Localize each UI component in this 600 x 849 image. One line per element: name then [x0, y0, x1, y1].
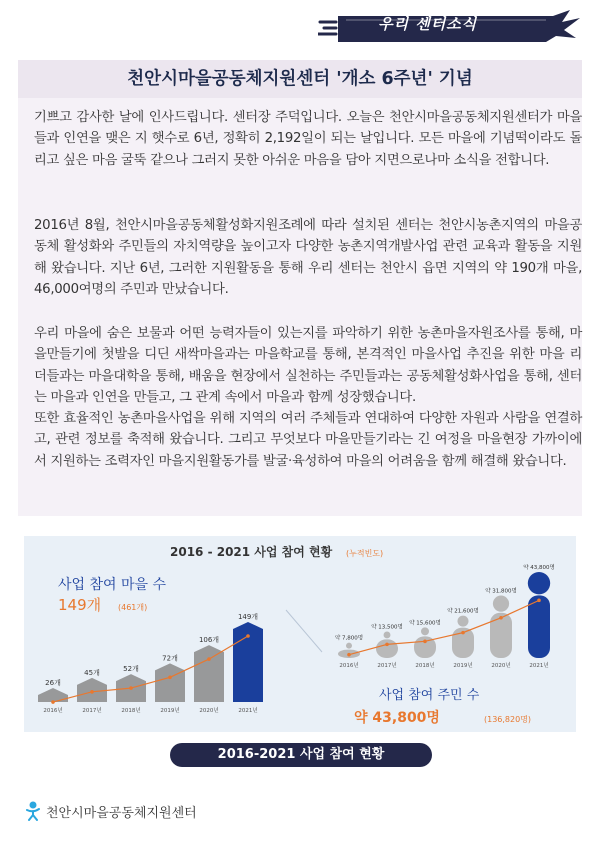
villages-total: 149개 [58, 596, 102, 614]
village-trend-point [90, 690, 94, 694]
residents-total: 약 43,800명 [354, 710, 440, 726]
village-value-label: 72개 [162, 654, 178, 663]
infographic [24, 536, 576, 732]
resident-bar [490, 596, 512, 658]
resident-trend-point [385, 643, 389, 647]
village-value-label: 149개 [237, 613, 259, 621]
resident-year-label: 2016년 [339, 663, 359, 669]
resident-trend-point [461, 631, 465, 635]
resident-year-label: 2020년 [491, 663, 511, 669]
person-logo-icon [26, 801, 40, 821]
residents-chart [335, 563, 555, 669]
village-bar [233, 622, 263, 702]
village-bar [77, 678, 107, 702]
paragraph-4: 또한 효율적인 농촌마을사업을 위해 지역의 여러 주체들과 연대하여 다양한 자원과 사람을 연결하고, 관련 정보를 축적해 왔습니다. 그리고 무엇보다 마을만들기라는 긴 여정을 마을현장 가까이에서 지원하는 조력자인 마을지원활동가를 발굴·육성하여 마을의 어려움을 함께 해결해 왔습니다. [34, 411, 582, 469]
resident-year-label: 2021년 [529, 663, 549, 669]
resident-value-label: 약 7,800명 [334, 635, 364, 642]
resident-trend-point [499, 616, 503, 620]
village-trend-point [246, 634, 250, 638]
infographic-caption: 2016-2021 사업 참여 현황 [170, 743, 432, 767]
resident-value-label: 약 15,600명 [409, 620, 441, 627]
resident-year-label: 2017년 [377, 663, 397, 669]
villages-total-note: (461개) [118, 603, 148, 612]
resident-bar [452, 616, 474, 658]
banner-label: 우리 센터소식 [378, 15, 478, 33]
resident-year-label: 2019년 [453, 663, 473, 669]
villages-heading: 사업 참여 마을 수 [58, 577, 167, 593]
village-year-label: 2020년 [199, 708, 219, 714]
logo-text: 천안시마을공동체지원센터 [46, 805, 197, 821]
paragraph-3: 우리 마을에 숨은 보물과 어떤 능력자들이 있는지를 파악하기 위한 농촌마을자원조사를 통해, 마을만들기에 첫발을 디딘 새싹마을과는 마을학교를 통해, 본격적인 마을사업 추진을 위한 마을 리더들과는 마을대학을 통해, 배움을 현장에서 실천하는 주민들과는 공동체활성화사업을 통해, 센터는 마을과 인연을 만들고, 그 관계 속에서 마을과 함께 성장했습니다. [34, 326, 582, 405]
village-value-label: 106개 [198, 636, 220, 645]
paragraph-2: 2016년 8월, 천안시마을공동체활성화지원조례에 따라 설치된 센터는 천안시농촌지역의 마을공동체 활성화와 주민들의 자치역량을 높이고자 다양한 농촌지역개발사업 관련 교육과 활동을 지원해 왔습니다. 지난 6년, 그러한 지원활동을 통해 우리 센터는 천안시 읍면 지역의 약 190개 마을, 46,000여명의 주민과 만났습니다. [34, 218, 582, 297]
village-bar [155, 663, 185, 702]
resident-year-label: 2018년 [415, 663, 435, 669]
village-trend-point [207, 657, 211, 661]
infographic-svg [24, 536, 576, 732]
village-value-label: 52개 [123, 665, 139, 674]
village-year-label: 2018년 [121, 708, 141, 714]
center-logo [26, 800, 197, 822]
village-trend-point [168, 676, 172, 680]
village-trend-point [129, 686, 133, 690]
village-year-label: 2016년 [43, 708, 63, 714]
chart-title-note: (누적빈도) [346, 549, 384, 558]
village-value-label: 45개 [84, 668, 100, 677]
paragraph-1: 기쁘고 감사한 날에 인사드립니다. 센터장 주덕입니다. 오늘은 천안시마을공동체지원센터가 마을들과 인연을 맺은 지 햇수로 6년, 정확히 2,192일이 되는 날입니다. 모든 마을에 기념떡이라도 돌리고 싶은 마음 굴뚝 같으나 그러지 못한 아쉬운 마음을 담아 지면으로나마 소식을 전합니다. [34, 110, 582, 168]
village-trend-point [51, 700, 55, 704]
resident-bar [528, 572, 550, 658]
residents-heading: 사업 참여 주민 수 [379, 688, 480, 703]
chart-title: 2016 - 2021 사업 참여 현황 [170, 545, 333, 559]
resident-value-label: 약 31,800명 [485, 588, 517, 595]
village-year-label: 2021년 [238, 708, 258, 714]
resident-trend-point [347, 653, 351, 657]
page-title: 천안시마을공동체지원센터 '개소 6주년' 기념 [18, 60, 582, 98]
village-value-label: 26개 [45, 679, 61, 688]
village-year-label: 2017년 [82, 708, 102, 714]
resident-value-label: 약 13,500명 [371, 624, 403, 631]
villages-chart [38, 612, 263, 714]
resident-value-label: 약 43,800명 [523, 565, 555, 571]
resident-value-label: 약 21,600명 [447, 608, 479, 615]
resident-trend-point [537, 599, 541, 603]
residents-total-note: (136,820명) [484, 715, 532, 724]
village-bar [194, 645, 224, 702]
village-year-label: 2019년 [160, 708, 180, 714]
resident-trend-point [423, 640, 427, 644]
